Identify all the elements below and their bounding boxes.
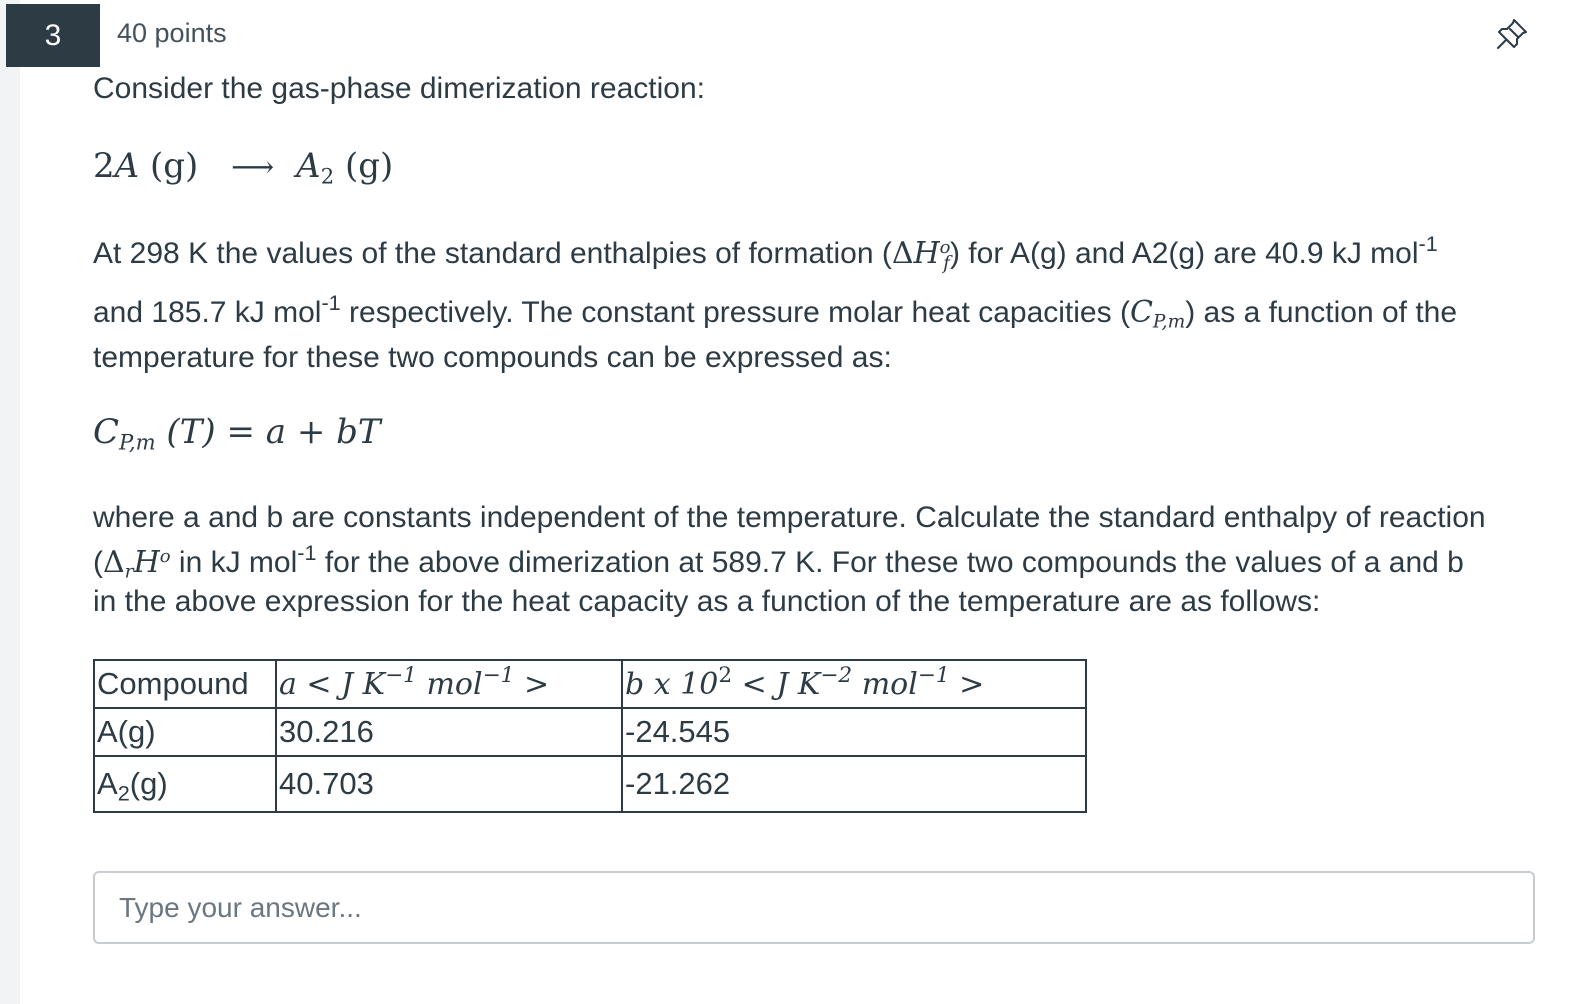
paragraph2-line2 [93,540,1464,583]
cpm-symbol: $C_{P,m}$ [1129,295,1186,333]
reaction-rhs-phase: (g) [344,146,394,186]
p2-line2-c: for the above dimerization at 589.7 K. For these two compounds the values of a and b [316,546,1464,579]
intro-text: Consider the gas-phase dimerization reaction: [93,72,705,105]
paragraph2-line1: where a and b are constants independent of the temperature. Calculate the standard enthalpy of reaction [93,501,1486,534]
eq-lhs-sub: P,m [119,429,156,455]
reaction-lhs-species: A [114,146,140,186]
p2-line2-a: ( [93,546,103,579]
reaction-lhs-coef: 2 [93,146,115,186]
table-row [94,708,1086,756]
p1-line2-sup: -1 [321,290,341,316]
table-row [94,756,1086,812]
header-compound: Compound [94,660,276,708]
header-b: b x $10^2 < J$ $K^{-2}$ mol$^{-1}$ > [622,660,1086,708]
eq-rhs: = a + bT [226,412,381,452]
question-number: 3 [6,4,100,67]
p1-line2-a: and 185.7 kJ mol [93,296,322,329]
p1-line2-c: ) as a function of the [1185,296,1458,329]
paragraph1-line2 [93,290,1458,333]
cell-compound: $A_2(g)$ [94,756,276,812]
header-a: a < J $K^{-1}$ mol$^{-1}$ > [276,660,622,708]
question-points: 40 points [117,18,227,48]
p1-line2-b: respectively. The constant pressure molar heat capacities ( [340,296,1130,329]
delta-h-formation-symbol: $\Delta H^o_f$ [891,236,951,274]
reaction-equation [93,146,394,189]
heat-capacity-table [93,659,1087,813]
cell-compound: A(g) [94,708,276,756]
paragraph1-line1 [93,231,1438,274]
p1-line1-b: ) for A(g) and A2(g) are 40.9 kJ mol [949,237,1419,270]
table-header-row [94,660,1086,708]
p2-line2-b: in kJ mol [170,546,298,579]
cell-b: -21.262 [622,756,1086,812]
reaction-rhs-species: A [296,146,321,186]
delta-rh-symbol: $\Delta_rH^o$ [103,545,171,583]
reaction-arrow: ⟶ [231,150,275,185]
answer-input[interactable] [93,871,1535,944]
heat-capacity-equation [93,412,381,455]
p2-line2-sup: -1 [297,540,317,566]
reaction-rhs-sub: 2 [320,163,335,189]
reaction-lhs-phase: (g) [150,146,199,186]
cell-a: 40.703 [276,756,622,812]
eq-arg: (T) [155,412,227,452]
pin-icon[interactable] [1492,14,1532,54]
paragraph1-line3: temperature for these two compounds can be expressed as: [93,341,892,374]
p1-line1-a: At 298 K the values of the standard enthalpies of formation ( [93,237,892,270]
eq-lhs: C [93,412,120,452]
paragraph2-line3: in the above expression for the heat capacity as a function of the temperature are as follows: [93,585,1321,618]
p1-sup: -1 [1418,231,1438,257]
cell-a: 30.216 [276,708,622,756]
cell-b: -24.545 [622,708,1086,756]
